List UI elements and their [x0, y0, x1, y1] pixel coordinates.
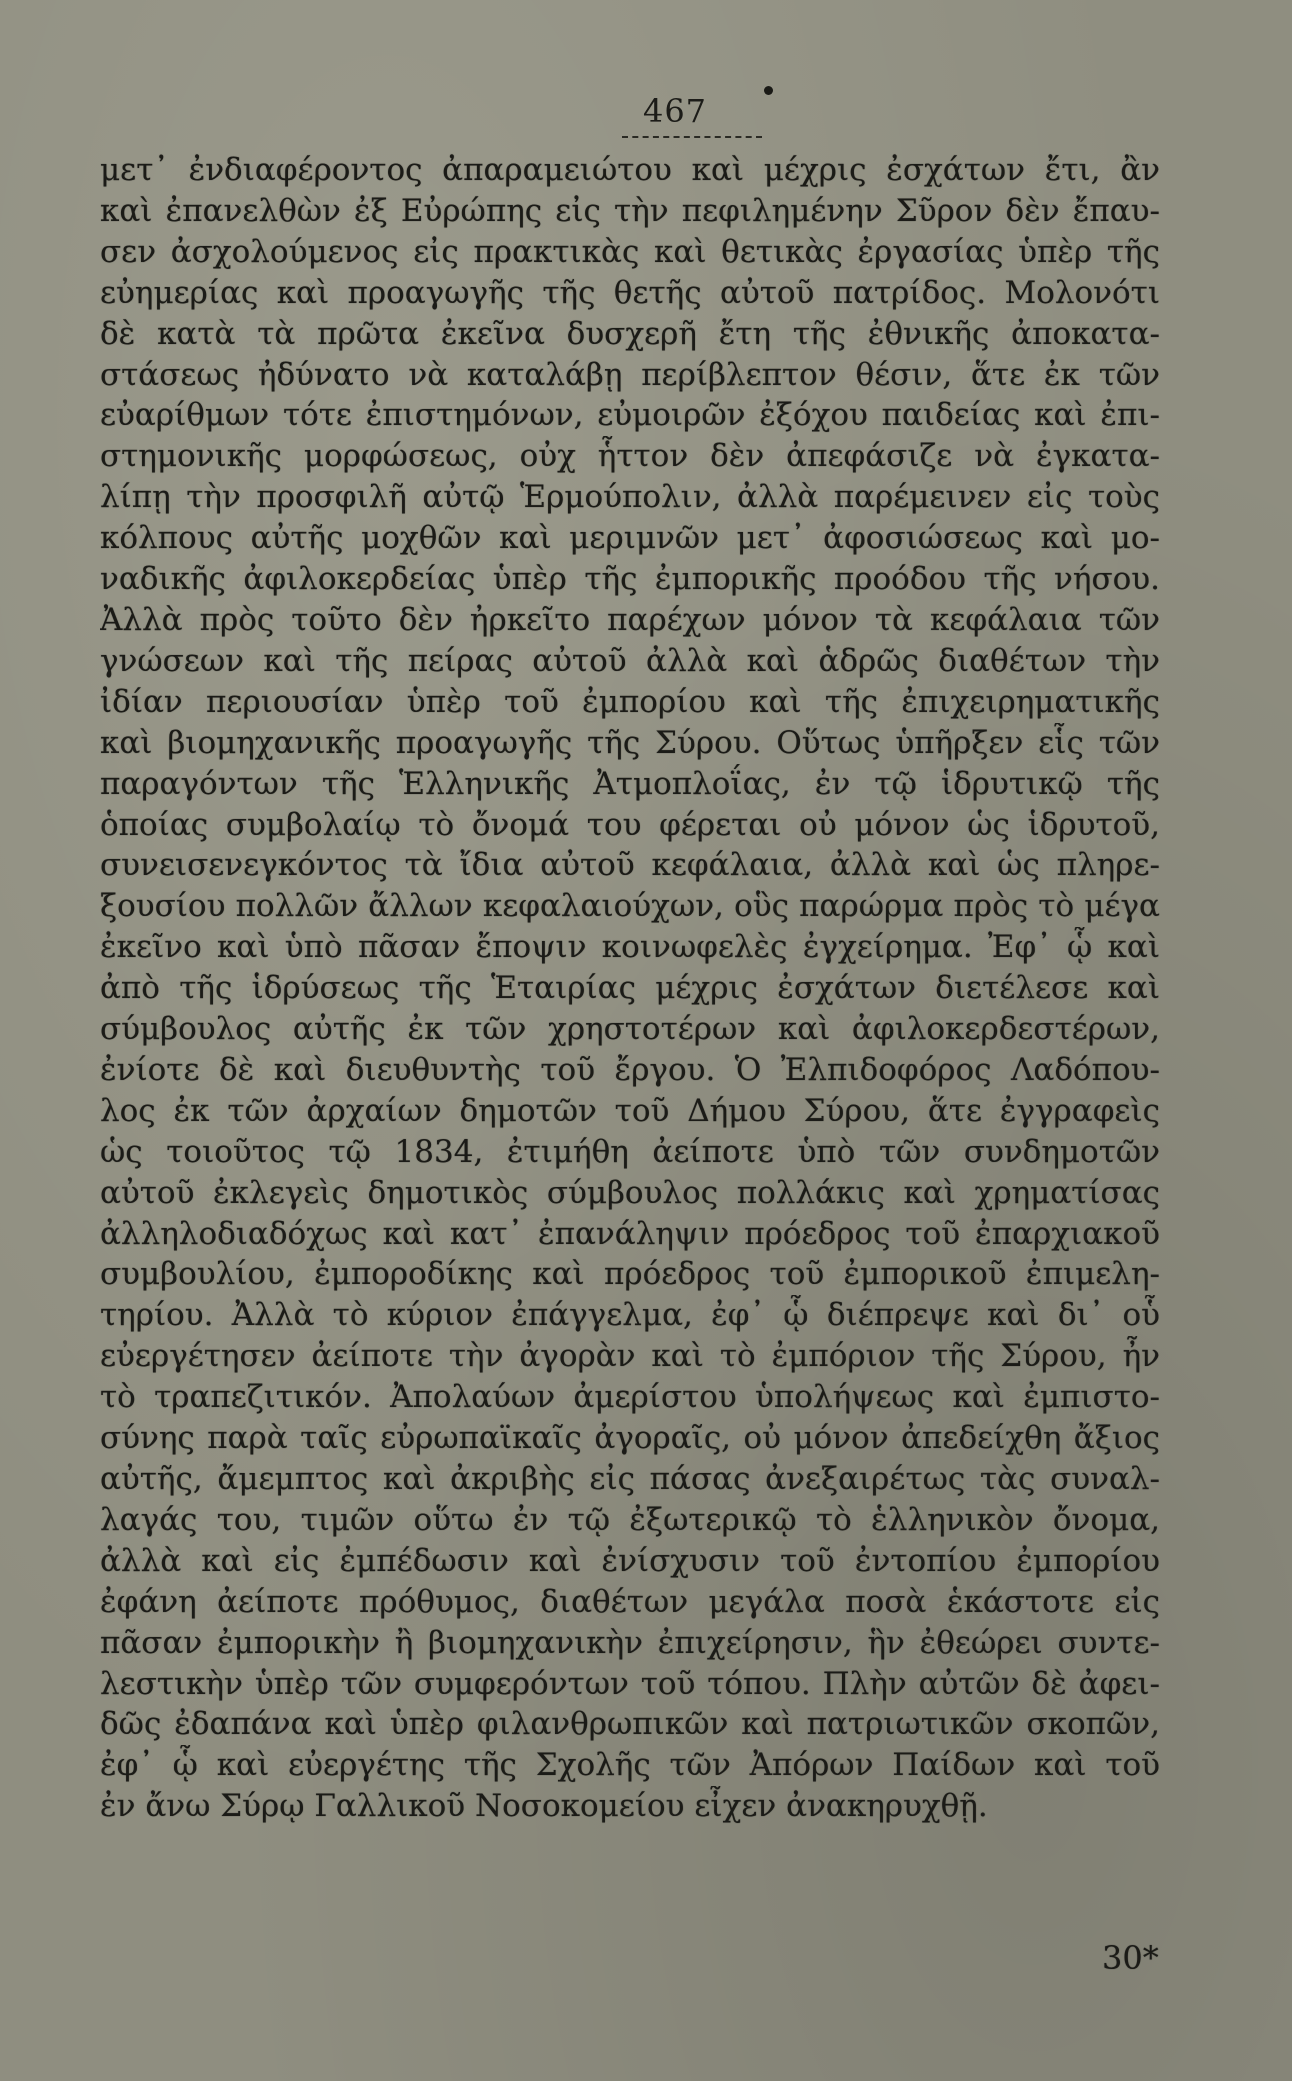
- text-line: λεστικὴν ὑπὲρ τῶν συμφερόντων τοῦ τόπου. Πλὴν αὐτῶν δὲ ἀφει-: [100, 1665, 1160, 1702]
- text-line: αὐτῆς, ἄμεμπτος καὶ ἀκριβὴς εἰς πάσας ἀνεξαιρέτως τὰς συναλ-: [100, 1461, 1160, 1497]
- text-line: σύνης παρὰ ταῖς εὐρωπαϊκαῖς ἀγοραῖς, οὐ μόνον ἀπεδείχθη ἄξιος: [100, 1420, 1160, 1457]
- text-line: πᾶσαν ἐμπορικὴν ἢ βιομηχανικὴν ἐπιχείρησιν, ἣν ἐθεώρει συντε-: [100, 1624, 1160, 1661]
- text-line: ναδικῆς ἀφιλοκερδείας ὑπὲρ τῆς ἐμπορικῆς προόδου τῆς νήσου.: [100, 561, 1160, 598]
- text-line: λίπῃ τὴν προσφιλῆ αὐτῷ Ἑρμούπολιν, ἀλλὰ παρέμεινεν εἰς τοὺς: [100, 479, 1160, 516]
- text-line: σεν ἀσχολούμενος εἰς πρακτικὰς καὶ θετικὰς ἐργασίας ὑπὲρ τῆς: [100, 233, 1160, 270]
- text-line: ἀλλὰ καὶ εἰς ἐμπέδωσιν καὶ ἐνίσχυσιν τοῦ ἐντοπίου ἐμπορίου: [100, 1542, 1160, 1579]
- text-line: ἐκεῖνο καὶ ὑπὸ πᾶσαν ἔποψιν κοινωφελὲς ἐγχείρημα. Ἐφ᾽ ᾧ καὶ: [100, 929, 1160, 966]
- text-line: λος ἐκ τῶν ἀρχαίων δημοτῶν τοῦ Δήμου Σύρου, ἅτε ἐγγραφεὶς: [100, 1092, 1160, 1129]
- text-line: ἀλληλοδιαδόχως καὶ κατ᾽ ἐπανάληψιν πρόεδρος τοῦ ἐπαρχιακοῦ: [100, 1215, 1160, 1252]
- text-line: ὁποίας συμβολαίῳ τὸ ὄνομά του φέρεται οὐ μόνον ὡς ἱδρυτοῦ,: [100, 806, 1160, 843]
- text-line: ὡς τοιοῦτος τῷ 1834, ἐτιμήθη ἀείποτε ὑπὸ τῶν συνδημοτῶν: [100, 1133, 1160, 1170]
- text-line: στάσεως ἠδύνατο νὰ καταλάβῃ περίβλεπτον θέσιν, ἅτε ἐκ τῶν: [100, 356, 1160, 393]
- text-line: εὐημερίας καὶ προαγωγῆς τῆς θετῆς αὐτοῦ πατρίδος. Μολονότι: [100, 274, 1160, 311]
- text-line: ἐνίοτε δὲ καὶ διευθυντὴς τοῦ ἔργου. Ὁ Ἐλπιδοφόρος Λαδόπου-: [100, 1051, 1160, 1088]
- text-line: συμβουλίου, ἐμποροδίκης καὶ πρόεδρος τοῦ ἐμπορικοῦ ἐπιμελη-: [100, 1256, 1160, 1293]
- body-text: [100, 150, 1160, 1827]
- text-line: λαγάς του, τιμῶν οὕτω ἐν τῷ ἐξωτερικῷ τὸ ἑλληνικὸν ὄνομα,: [100, 1501, 1160, 1538]
- text-line: εὐαρίθμων τότε ἐπιστημόνων, εὐμοιρῶν ἐξόχου παιδείας καὶ ἐπι-: [100, 397, 1160, 434]
- ink-speck: [764, 86, 773, 95]
- text-line: συνεισενεγκόντος τὰ ἴδια αὐτοῦ κεφάλαια, ἀλλὰ καὶ ὡς πληρε-: [100, 847, 1160, 884]
- text-line: σύμβουλος αὐτῆς ἐκ τῶν χρηστοτέρων καὶ ἀφιλοκερδεστέρων,: [100, 1011, 1160, 1048]
- text-line: δῶς ἐδαπάνα καὶ ὑπὲρ φιλανθρωπικῶν καὶ πατριωτικῶν σκοπῶν,: [100, 1706, 1160, 1743]
- text-line: στημονικῆς μορφώσεως, οὐχ ἧττον δὲν ἀπεφάσιζε νὰ ἐγκατα-: [100, 438, 1160, 475]
- text-line: τηρίου. Ἀλλὰ τὸ κύριον ἐπάγγελμα, ἐφ᾽ ᾧ διέπρεψε καὶ δι᾽ οὗ: [100, 1297, 1160, 1334]
- text-line: Ἀλλὰ πρὸς τοῦτο δὲν ἠρκεῖτο παρέχων μόνον τὰ κεφάλαια τῶν: [100, 601, 1160, 638]
- text-line: κόλπους αὐτῆς μοχθῶν καὶ μεριμνῶν μετ᾽ ἀφοσιώσεως καὶ μο-: [100, 520, 1160, 557]
- text-line: γνώσεων καὶ τῆς πείρας αὐτοῦ ἀλλὰ καὶ ἁδρῶς διαθέτων τὴν: [100, 642, 1160, 679]
- text-line: μετ᾽ ἐνδιαφέροντος ἀπαραμειώτου καὶ μέχρις ἐσχάτων ἔτι, ἂν: [100, 152, 1160, 188]
- text-line: ἐφ᾽ ᾧ καὶ εὐεργέτης τῆς Σχολῆς τῶν Ἀπόρων Παίδων καὶ τοῦ: [100, 1747, 1160, 1784]
- text-line: ξουσίου πολλῶν ἄλλων κεφαλαιούχων, οὓς παρώρμα πρὸς τὸ μέγα: [100, 888, 1160, 925]
- text-line: εὐεργέτησεν ἀείποτε τὴν ἀγορὰν καὶ τὸ ἐμπόριον τῆς Σύρου, ἦν: [100, 1338, 1160, 1375]
- page-number-rule: [622, 136, 762, 138]
- text-line: καὶ ἐπανελθὼν ἐξ Εὐρώπης εἰς τὴν πεφιλημένην Σῦρον δὲν ἔπαυ-: [100, 192, 1160, 229]
- text-line: δὲ κατὰ τὰ πρῶτα ἐκεῖνα δυσχερῆ ἔτη τῆς ἐθνικῆς ἀποκατα-: [100, 315, 1160, 352]
- text-line: παραγόντων τῆς Ἑλληνικῆς Ἀτμοπλοΐας, ἐν τῷ ἱδρυτικῷ τῆς: [100, 765, 1160, 802]
- text-line: ἐφάνη ἀείποτε πρόθυμος, διαθέτων μεγάλα ποσὰ ἑκάστοτε εἰς: [100, 1583, 1160, 1620]
- page-number: 467: [642, 92, 708, 130]
- text-line: αὐτοῦ ἐκλεγεὶς δημοτικὸς σύμβουλος πολλάκις καὶ χρηματίσας: [100, 1174, 1160, 1211]
- text-line: ἰδίαν περιουσίαν ὑπὲρ τοῦ ἐμπορίου καὶ τῆς ἐπιχειρηματικῆς: [100, 683, 1160, 720]
- text-line: ἀπὸ τῆς ἱδρύσεως τῆς Ἑταιρίας μέχρις ἐσχάτων διετέλεσε καὶ: [100, 970, 1160, 1007]
- signature-mark: 30*: [1102, 1939, 1159, 1977]
- text-line: τὸ τραπεζιτικόν. Ἀπολαύων ἀμερίστου ὑπολήψεως καὶ ἐμπιστο-: [100, 1379, 1160, 1416]
- text-line: καὶ βιομηχανικῆς προαγωγῆς τῆς Σύρου. Οὕτως ὑπῆρξεν εἷς τῶν: [100, 724, 1160, 761]
- text-line: ἐν ἄνω Σύρῳ Γαλλικοῦ Νοσοκομείου εἶχεν ἀνακηρυχθῇ.: [100, 1788, 988, 1825]
